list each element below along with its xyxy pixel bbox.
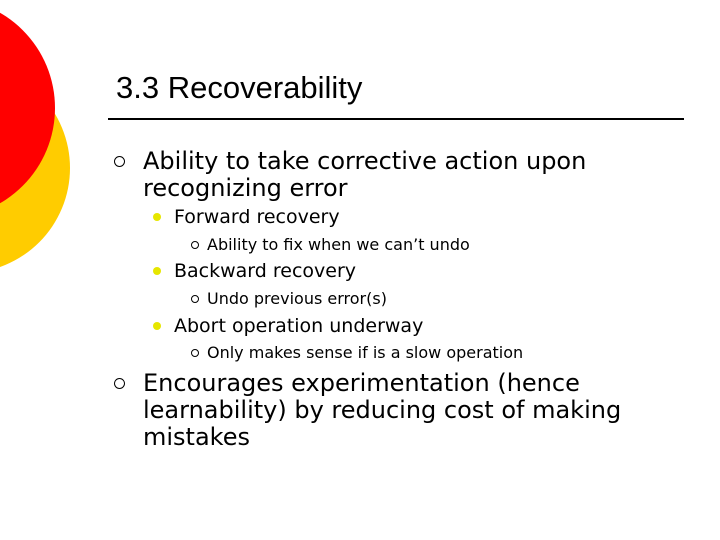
bullet-text-line: recognizing error — [143, 174, 348, 202]
bullet-text-line: Ability to take corrective action upon — [143, 147, 587, 175]
bullet-text-line: Encourages experimentation (hence — [143, 369, 580, 397]
yellow-dot-bullet-icon — [153, 322, 161, 330]
bullet-point-2 — [143, 370, 621, 451]
bullet-text-line: mistakes — [143, 423, 250, 451]
detail-bullet-backward — [207, 289, 387, 309]
detail-bullet-abort — [207, 343, 523, 363]
detail-bullet-forward — [207, 235, 470, 255]
sub-bullet-backward — [174, 260, 356, 282]
slide-title: 3.3 Recoverability — [116, 70, 363, 105]
detail-text: Only makes sense if is a slow operation — [207, 343, 524, 362]
hollow-circle-bullet-icon — [114, 156, 125, 167]
bullet-text-line: learnability) by reducing cost of making — [143, 396, 622, 424]
detail-text: Ability to fix when we can’t undo — [207, 235, 470, 254]
sub-bullet-abort — [174, 315, 423, 337]
yellow-dot-bullet-icon — [153, 267, 161, 275]
sub-bullet-forward — [174, 206, 340, 228]
hollow-circle-bullet-icon — [114, 378, 125, 389]
small-circle-bullet-icon — [191, 349, 199, 357]
detail-text: Undo previous error(s) — [207, 289, 387, 308]
title-rule — [108, 118, 684, 120]
sub-bullet-label: Abort operation underway — [174, 315, 424, 337]
sub-bullet-label: Backward recovery — [174, 260, 357, 282]
sub-bullet-label: Forward recovery — [174, 206, 340, 228]
bullet-point-1 — [143, 148, 586, 202]
small-circle-bullet-icon — [191, 241, 199, 249]
yellow-dot-bullet-icon — [153, 213, 161, 221]
small-circle-bullet-icon — [191, 295, 199, 303]
decorative-circles — [0, 0, 90, 300]
